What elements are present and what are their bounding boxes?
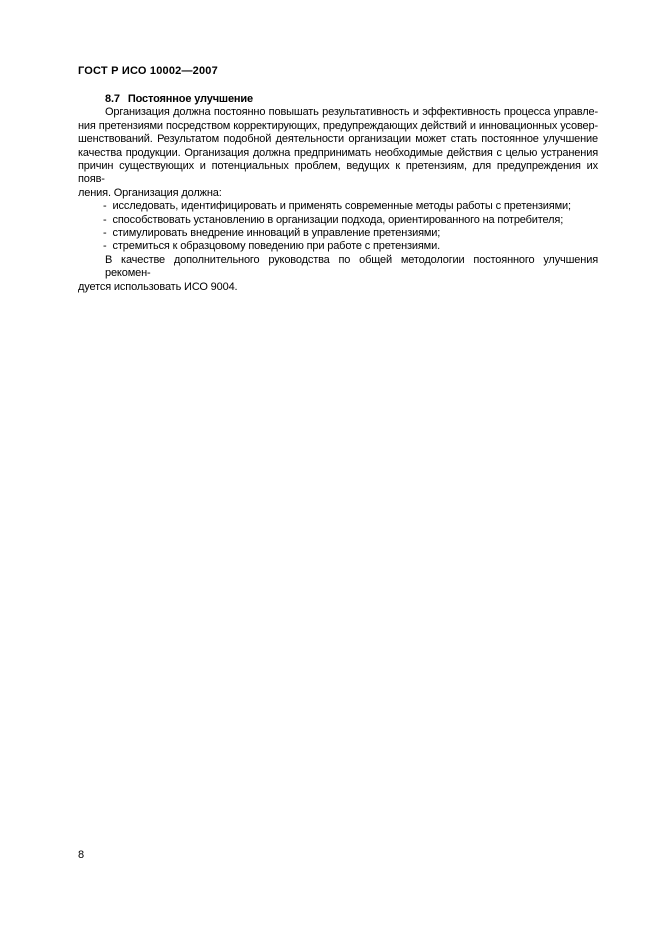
page-number: 8	[78, 849, 85, 861]
list-item-marker: -	[103, 213, 107, 226]
paragraph-line: ния претензиями посредством корректирующих, предупреждающих действий и инновационных усовер-	[78, 119, 598, 132]
list-item-text: исследовать, идентифицировать и применять современные методы работы с претензиями;	[112, 200, 571, 213]
section-heading-title: Постоянное улучшение	[127, 93, 253, 105]
list-item	[78, 227, 598, 240]
list-item-text: стимулировать внедрение инноваций в управление претензиями;	[112, 227, 441, 240]
paragraph-line: В качестве дополнительного руководства по общей методологии постоянного улучшения рекомен-	[105, 253, 598, 280]
section-content	[78, 93, 598, 294]
list-item	[78, 200, 598, 213]
paragraph-line: причин существующих и потенциальных проблем, ведущих к претензиям, для предупреждения их появ-	[78, 160, 598, 186]
list-item-marker: -	[103, 200, 107, 213]
section-heading	[78, 93, 598, 106]
paragraph-line: Организация должна постоянно повышать результативность и эффективность процесса управле-	[105, 106, 598, 119]
list-item-marker: -	[103, 240, 107, 253]
paragraph-line: дуется использовать ИСО 9004.	[78, 280, 238, 293]
list-item-text: способствовать установлению в организации подхода, ориентированного на потребителя;	[112, 213, 564, 226]
running-header: ГОСТ Р ИСО 10002—2007	[78, 65, 218, 77]
paragraph-line: ления. Организация должна:	[78, 186, 222, 199]
list-item-marker: -	[103, 227, 107, 240]
list-item	[78, 240, 598, 253]
list-item	[78, 214, 598, 227]
list-item-text: стремиться к образцовому поведению при работе с претензиями.	[112, 240, 440, 253]
section-heading-number: 8.7	[105, 93, 120, 105]
paragraph-line: шенствований. Результатом подобной деятельности организации может стать постоянное улучшение	[78, 133, 598, 146]
paragraph-line: качества продукции. Организация должна предпринимать необходимые действия с целью устранения	[78, 146, 598, 159]
